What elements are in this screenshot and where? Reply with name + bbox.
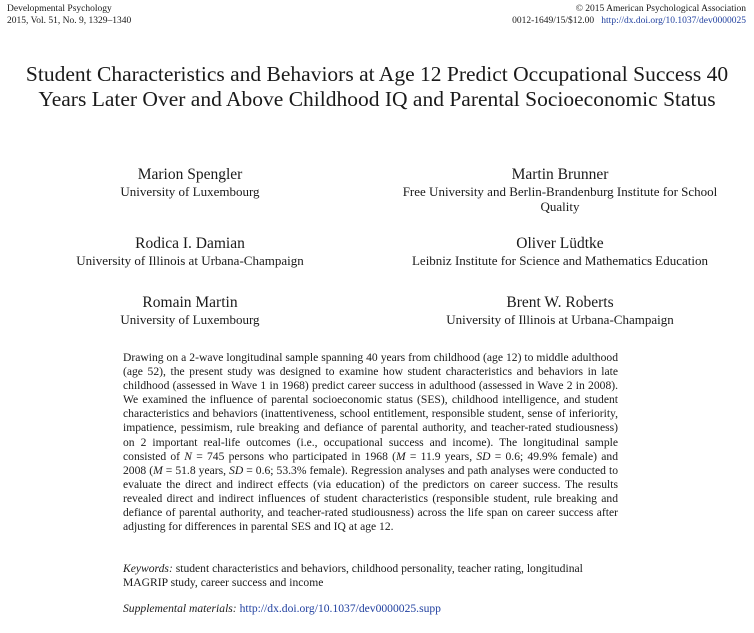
abstract-segment: = 0.6; 53.3% female). Regression analyses and path analyses were conducted to evaluate the direct and indirect effects (via education) of the predictors on career success. The results revealed direct and indirect influences of student characteristics (responsible student, rule breaking and defiance of parental authority, and teacher-rated studiousness) across the life span on career success after adjusting for differences in parental SES and IQ at age 12. [123, 463, 618, 534]
author-block [390, 294, 730, 327]
doi-link[interactable]: http://dx.doi.org/10.1037/dev0000025 [601, 16, 746, 26]
abstract [123, 351, 618, 534]
author-affiliation: Leibniz Institute for Science and Mathematics Education [411, 253, 708, 268]
stat-symbol: M [395, 449, 406, 463]
stat-symbol: SD [476, 449, 491, 463]
supplemental-label: Supplemental materials: [123, 602, 237, 615]
abstract-segment: = 745 persons who participated in 1968 ( [192, 449, 396, 463]
author-affiliation: University of Illinois at Urbana-Champaign [446, 312, 674, 327]
abstract-segment: Drawing on a 2-wave longitudinal sample spanning 40 years from childhood (age 12) to middle adulthood (age 52), the present study was designed to examine how student characteristics and behaviors in late childhood (assessed in Wave 1 in 1968) predict career success in adulthood (assessed in Wave 2 in 2008). We examined the influence of parental socioeconomic status (SES), childhood intelligence, and student characteristics and behaviors (inattentiveness, school entitlement, responsible student, sense of inferiority, impatience, pessimism, rule breaking and defiance of parental authority, and teacher-rated studiousness) on 2 important real-life outcomes (i.e., occupational success and income). The longitudinal sample consisted of [123, 351, 618, 463]
author-name: Marion Spengler [137, 166, 243, 183]
abstract-text [123, 351, 618, 534]
keywords-text: student characteristics and behaviors, childhood personality, teacher rating, longitudinal MAGRIP study, career success and income [123, 562, 583, 590]
author-block [40, 294, 340, 327]
stat-symbol: M [153, 463, 163, 477]
publisher-header [512, 3, 746, 27]
author-affiliation: University of Luxembourg [120, 184, 260, 199]
author-affiliation: University of Luxembourg [120, 312, 260, 327]
author-block [40, 235, 340, 268]
supplemental-link[interactable]: http://dx.doi.org/10.1037/dev0000025.supp [239, 602, 441, 615]
author-name: Rodica I. Damian [135, 235, 245, 252]
supplemental-materials [123, 602, 618, 616]
journal-name: Developmental Psychology [7, 4, 112, 14]
keywords-label: Keywords: [123, 562, 173, 575]
author-name: Romain Martin [142, 294, 238, 311]
journal-citation: 2015, Vol. 51, No. 9, 1329–1340 [7, 16, 132, 26]
author-block [390, 235, 730, 268]
author-block [40, 166, 340, 199]
stat-symbol: N [184, 449, 193, 463]
article-title: Student Characteristics and Behaviors at Age 12 Predict Occupational Success 40 Years Later Over and Above Childhood IQ and Parental Socioeconomic Status [25, 62, 729, 111]
keywords [123, 562, 618, 590]
author-name: Martin Brunner [511, 166, 609, 183]
author-affiliation: Free University and Berlin-Brandenburg Institute for School Quality [402, 184, 718, 214]
issn: 0012-1649/15/$12.00 [512, 16, 595, 26]
author-affiliation: University of Illinois at Urbana-Champaign [76, 253, 304, 268]
author-block [390, 166, 730, 214]
issn-doi-line [512, 15, 746, 27]
journal-header [7, 3, 131, 27]
abstract-segment: = 11.9 years, [405, 449, 477, 463]
copyright-notice: © 2015 American Psychological Association [575, 4, 746, 14]
stat-symbol: SD [229, 463, 244, 477]
abstract-segment: = 0.6; 49.9% female) and 2008 ( [123, 449, 618, 477]
author-name: Oliver Lüdtke [516, 235, 604, 252]
author-name: Brent W. Roberts [506, 294, 614, 311]
abstract-segment: = 51.8 years, [162, 463, 230, 477]
